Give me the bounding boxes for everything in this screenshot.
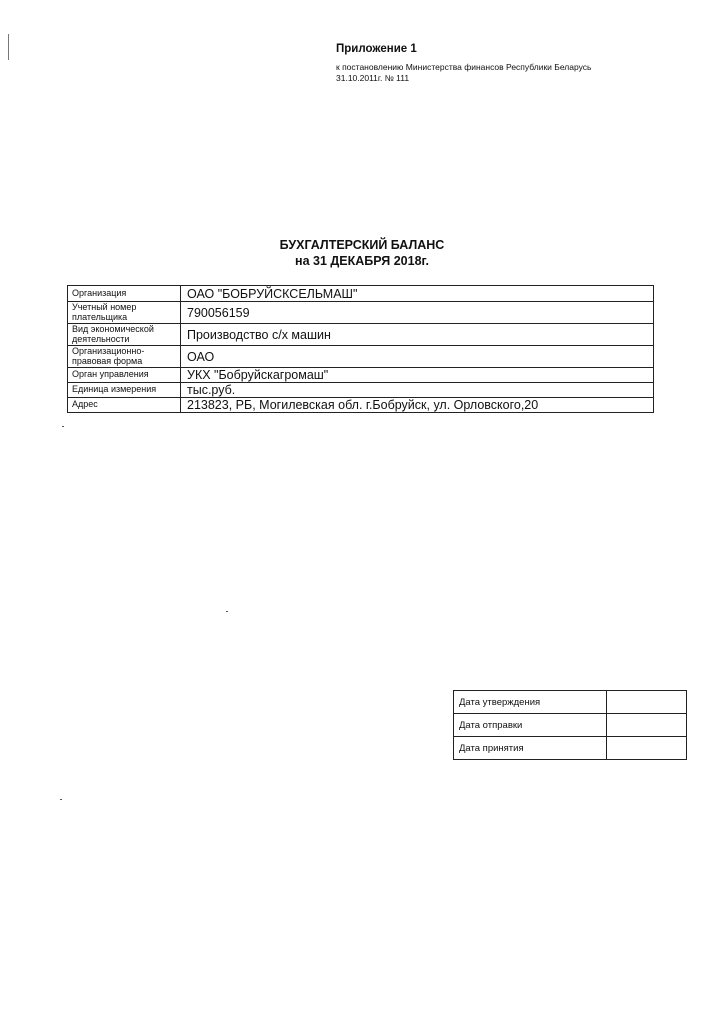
scan-edge-mark xyxy=(8,34,9,60)
unit-label: Единица измерения xyxy=(68,383,181,398)
appendix-header xyxy=(336,42,666,84)
table-row xyxy=(68,302,654,324)
dispatch-date-value xyxy=(607,714,687,737)
table-row xyxy=(68,398,654,413)
table-row xyxy=(68,324,654,346)
management-body-label: Орган управления xyxy=(68,368,181,383)
acceptance-date-label: Дата принятия xyxy=(454,737,607,760)
table-row xyxy=(68,368,654,383)
address-value: 213823, РБ, Могилевская обл. г.Бобруйск, ул. Орловского,20 xyxy=(181,398,654,413)
taxpayer-number-label: Учетный номер плательщика xyxy=(68,302,181,324)
unit-value: тыс.руб. xyxy=(181,383,654,398)
scan-speck xyxy=(62,426,64,427)
table-row xyxy=(454,691,687,714)
document-subtitle: на 31 ДЕКАБРЯ 2018г. xyxy=(295,254,429,268)
activity-type-value: Производство с/х машин xyxy=(181,324,654,346)
table-row xyxy=(454,737,687,760)
document-title: БУХГАЛТЕРСКИЙ БАЛАНС xyxy=(279,238,445,252)
appendix-decree-date: 31.10.2011г. № 111 xyxy=(336,73,410,83)
scan-speck xyxy=(60,799,62,800)
dates-table xyxy=(453,690,687,760)
appendix-decree-line: к постановлению Министерства финансов Республики Беларусь xyxy=(336,62,592,72)
table-row xyxy=(68,346,654,368)
legal-form-label: Организационно-правовая форма xyxy=(68,346,181,368)
scan-speck xyxy=(226,611,228,612)
approval-date-value xyxy=(607,691,687,714)
dispatch-date-label: Дата отправки xyxy=(454,714,607,737)
legal-form-value: ОАО xyxy=(181,346,654,368)
appendix-title: Приложение 1 xyxy=(336,43,417,55)
table-row xyxy=(68,286,654,302)
table-row xyxy=(68,383,654,398)
address-label: Адрес xyxy=(68,398,181,413)
activity-type-label: Вид экономической деятельности xyxy=(68,324,181,346)
acceptance-date-value xyxy=(607,737,687,760)
taxpayer-number-value: 790056159 xyxy=(181,302,654,324)
approval-date-label: Дата утверждения xyxy=(454,691,607,714)
organization-value: ОАО "БОБРУЙСКСЕЛЬМАШ" xyxy=(181,286,654,302)
organization-label: Организация xyxy=(68,286,181,302)
table-row xyxy=(454,714,687,737)
management-body-value: УКХ "Бобруйскагромаш" xyxy=(181,368,654,383)
organization-info-table xyxy=(67,285,654,413)
